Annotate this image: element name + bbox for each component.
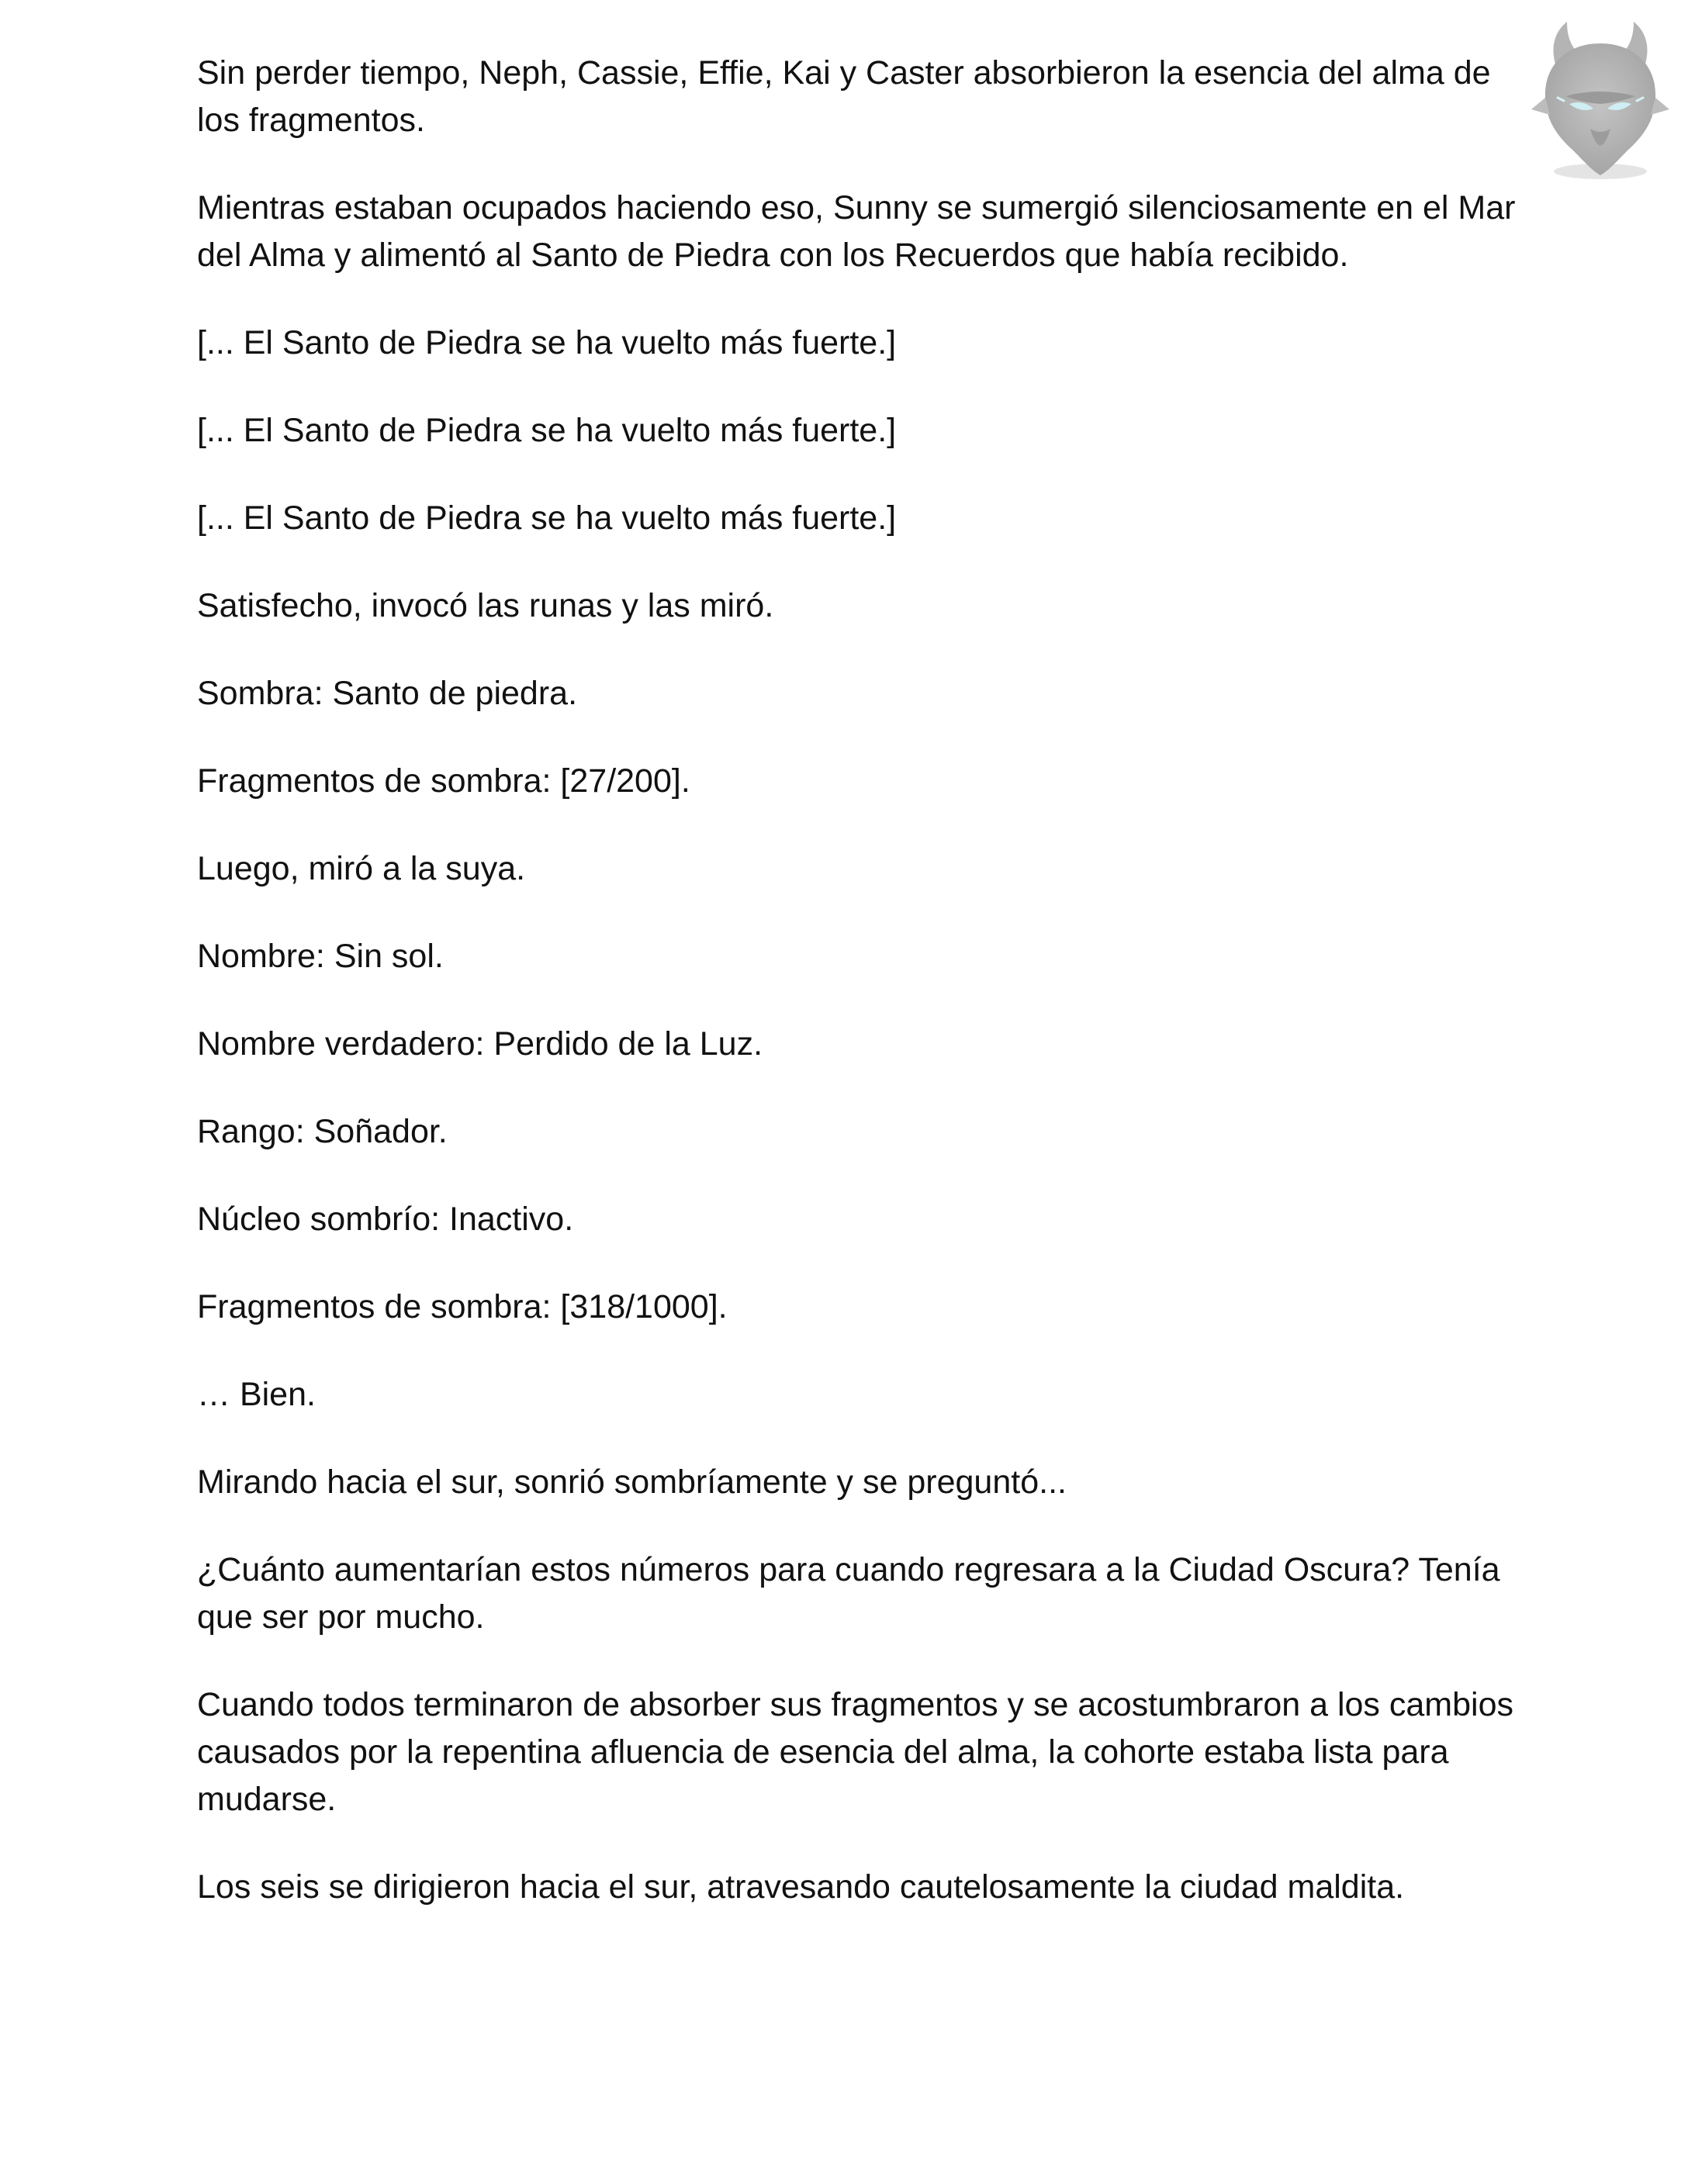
paragraph: … Bien. (197, 1376, 316, 1413)
shadow-core-rune: Núcleo sombrío: Inactivo. (197, 1201, 574, 1238)
paragraph: Luego, miró a la suya. (197, 850, 526, 887)
paragraph: Los seis se dirigieron hacia el sur, atravesando cautelosamente la ciudad maldita. (197, 1868, 1405, 1906)
fragments-rune: Fragmentos de sombra: [318/1000]. (197, 1288, 728, 1325)
paragraph: Mientras estaban ocupados haciendo eso, Sunny se sumergió silenciosamente en el Mar del Alma y alimentó al Santo de Piedra con los Recuerdos que había recibido. (197, 189, 1516, 274)
system-message: [... El Santo de Piedra se ha vuelto más fuerte.] (197, 499, 897, 537)
paragraph: Sin perder tiempo, Neph, Cassie, Effie, Kai y Caster absorbieron la esencia del alma de los fragmentos. (197, 54, 1491, 139)
paragraph: Mirando hacia el sur, sonrió sombríamente y se preguntó... (197, 1463, 1067, 1501)
system-message: [... El Santo de Piedra se ha vuelto más fuerte.] (197, 412, 897, 449)
shadow-fragments-rune: Fragmentos de sombra: [27/200]. (197, 762, 690, 800)
document-body (197, 50, 1516, 1951)
rank-rune: Rango: Soñador. (197, 1113, 448, 1150)
demon-head-logo-icon (1527, 12, 1674, 191)
name-rune: Nombre: Sin sol. (197, 938, 444, 975)
paragraph: Satisfecho, invocó las runas y las miró. (197, 587, 774, 624)
paragraph: Cuando todos terminaron de absorber sus fragmentos y se acostumbraron a los cambios causados por la repentina afluencia de esencia del alma, la cohorte estaba lista para mudarse. (197, 1686, 1513, 1818)
paragraph: ¿Cuánto aumentarían estos números para cuando regresara a la Ciudad Oscura? Tenía que ser por mucho. (197, 1551, 1500, 1636)
system-message: [... El Santo de Piedra se ha vuelto más fuerte.] (197, 324, 897, 361)
shadow-name-rune: Sombra: Santo de piedra. (197, 675, 578, 712)
true-name-rune: Nombre verdadero: Perdido de la Luz. (197, 1025, 763, 1063)
